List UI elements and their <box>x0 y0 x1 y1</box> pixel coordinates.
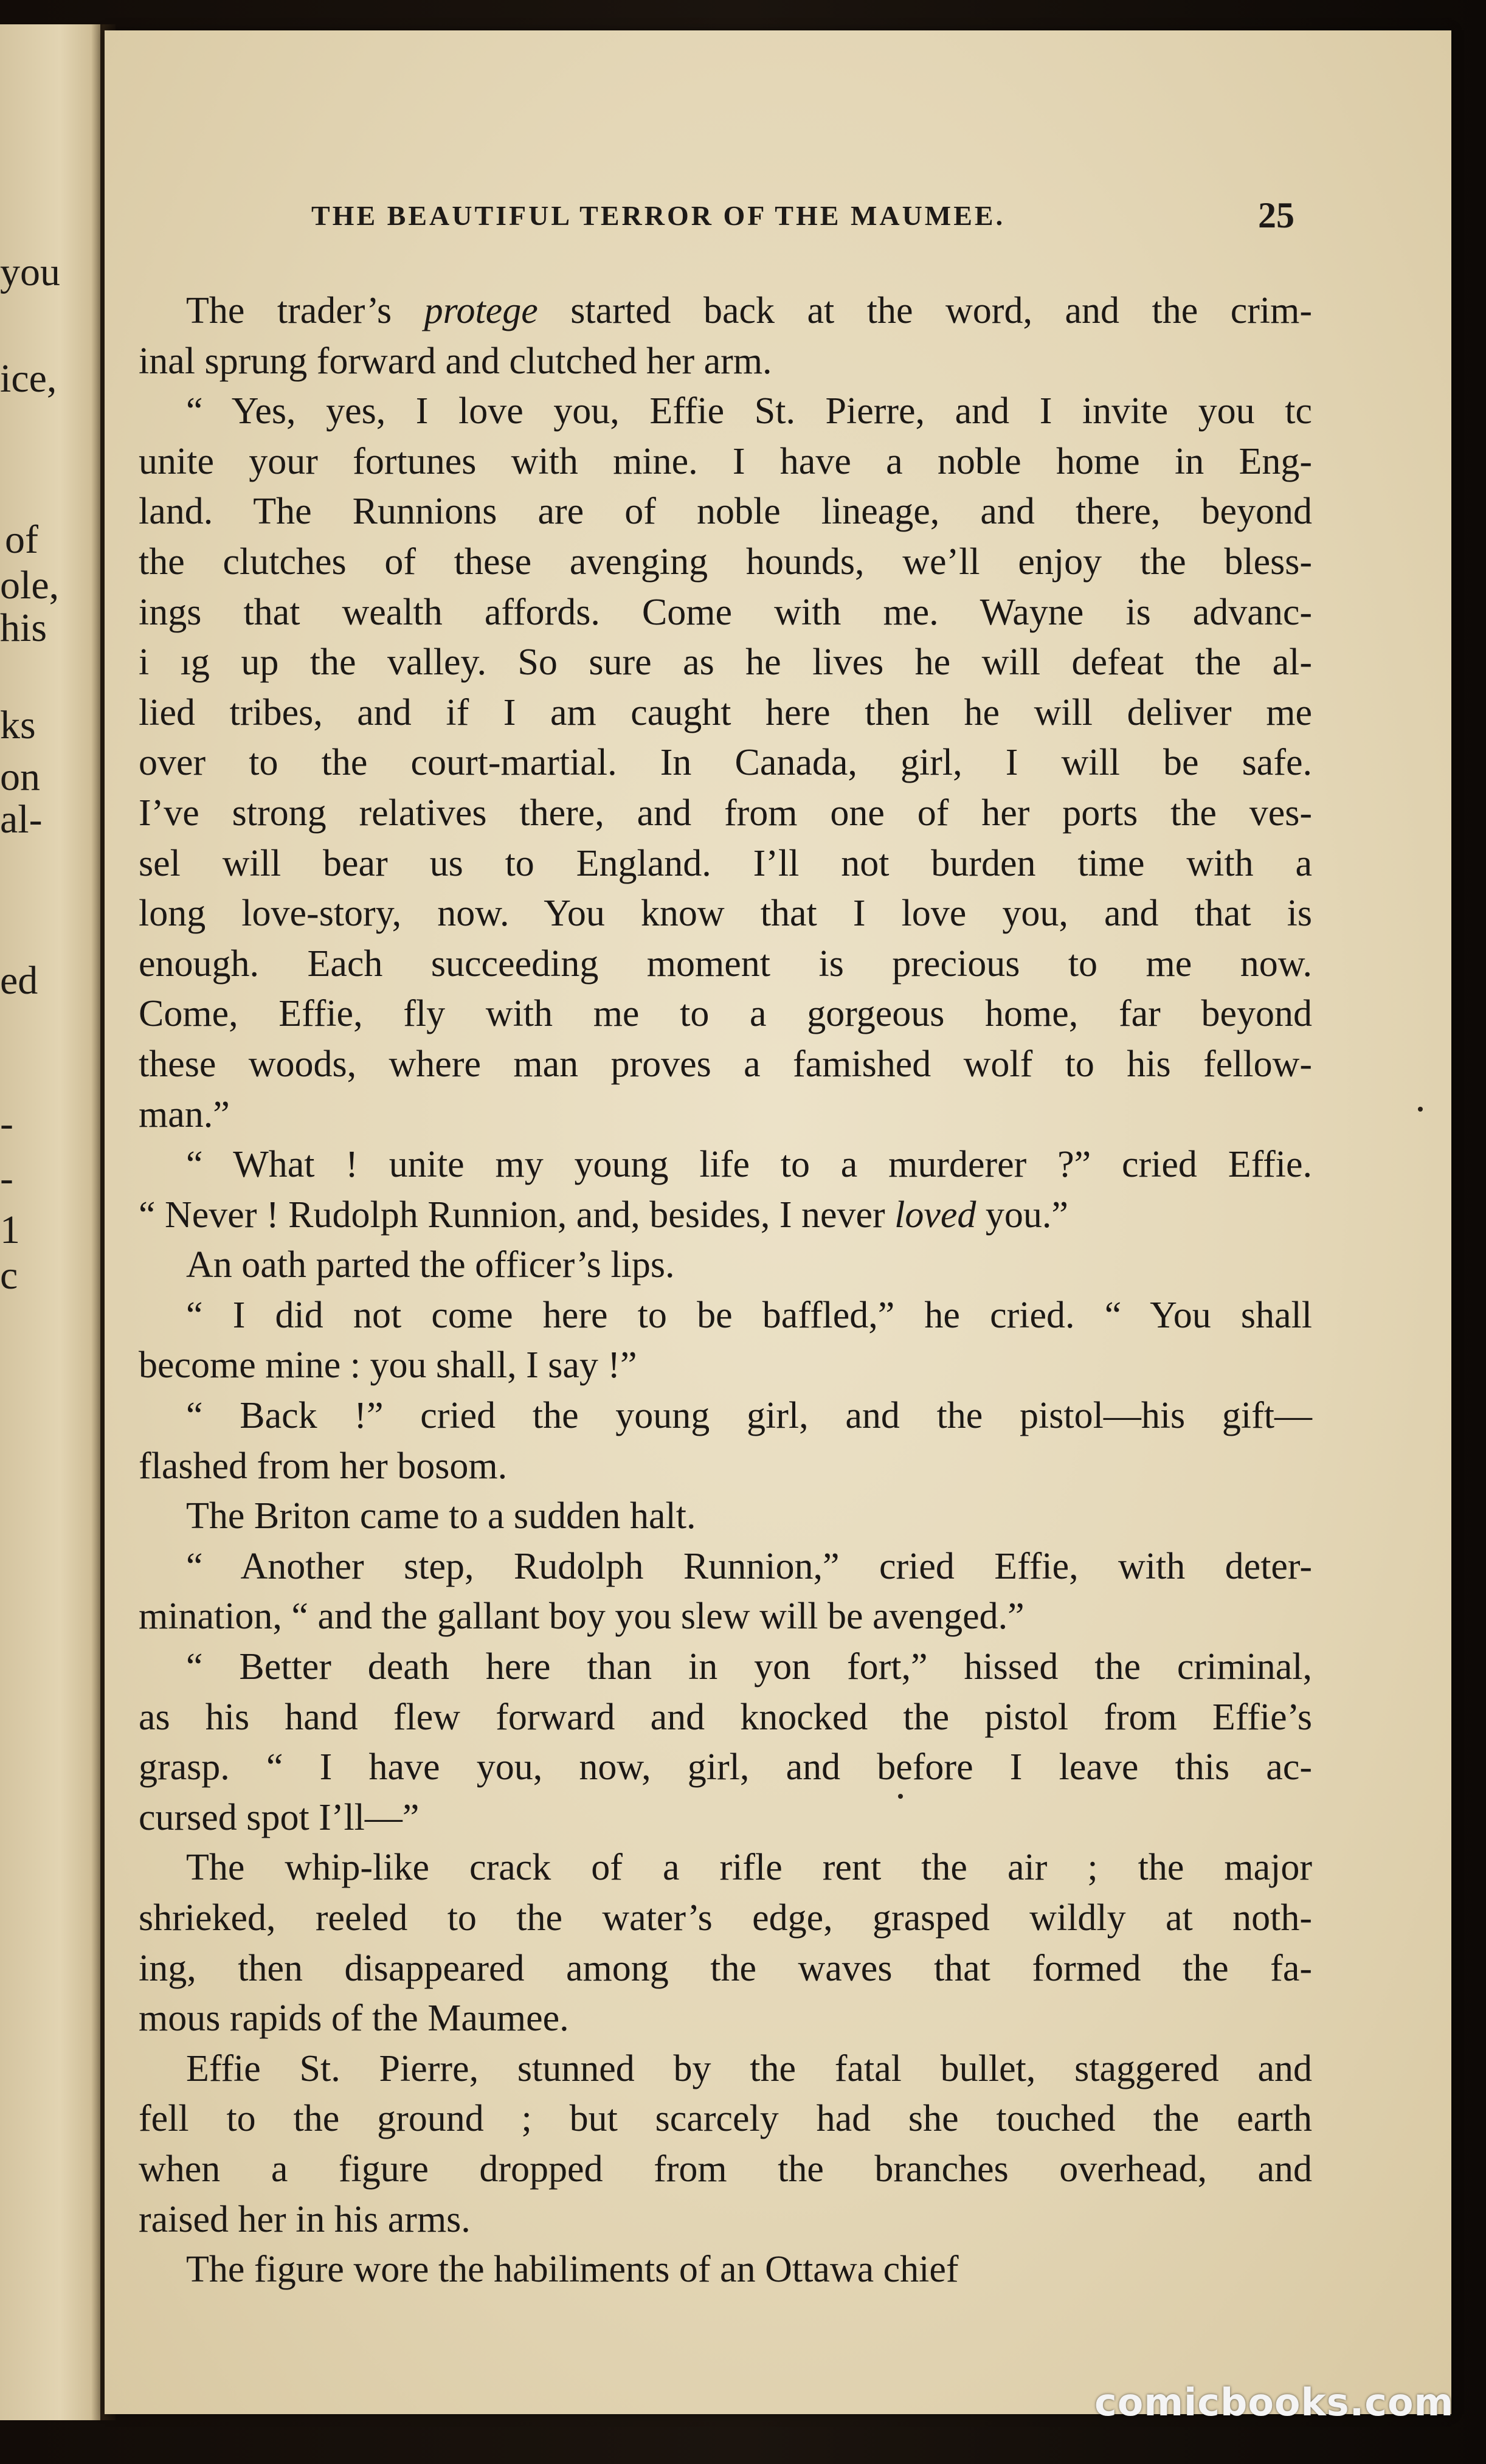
previous-page-fragment: his <box>0 606 47 650</box>
text-line: grasp. “ I have you, now, girl, and before I leave this ac- <box>139 1746 1312 1788</box>
text-line: these woods, where man proves a famished wolf to his fellow- <box>139 1043 1312 1085</box>
text-line: An oath parted the officer’s lips. <box>186 1244 675 1286</box>
text-line: mination, “ and the gallant boy you slew will be avenged.” <box>139 1596 1025 1638</box>
previous-page-edge <box>0 24 100 2420</box>
text-line: “ What ! unite my young life to a murderer ?” cried Effie. <box>186 1144 1312 1186</box>
text-line: sel will bear us to England. I’ll not burden time with a <box>139 842 1312 884</box>
body-text <box>139 286 1312 2295</box>
text-line: i ıg up the valley. So sure as he lives he will defeat the al- <box>139 642 1312 683</box>
text-line: The whip-like crack of a rifle rent the air ; the major <box>186 1847 1312 1889</box>
text-line: become mine : you shall, I say !” <box>139 1344 637 1386</box>
text-line: “ I did not come here to be baffled,” he cried. “ You shall <box>186 1294 1312 1336</box>
text-line: The figure wore the habiliments of an Ottawa chief <box>186 2249 959 2291</box>
text-line: when a figure dropped from the branches overhead, and <box>139 2148 1312 2190</box>
text-line: inal sprung forward and clutched her arm. <box>139 340 772 382</box>
previous-page-fragment: on <box>0 755 40 799</box>
text-line: long love-story, now. You know that I love you, and that is <box>139 893 1312 935</box>
previous-page-fragment: - <box>0 1156 13 1200</box>
running-title: THE BEAUTIFUL TERROR OF THE MAUMEE. <box>311 200 1006 231</box>
site-watermark: comicbooks.com <box>1094 2380 1454 2424</box>
previous-page-fragment: ole, <box>0 563 60 607</box>
text-line: “ Another step, Rudolph Runnion,” cried Effie, with deter- <box>186 1545 1312 1587</box>
text-line: ing, then disappeared among the waves that formed the fa- <box>139 1947 1312 1989</box>
text-line: enough. Each succeeding moment is precious to me now. <box>139 943 1312 985</box>
text-line: over to the court-martial. In Canada, girl, I will be safe. <box>139 742 1312 784</box>
text-line: shrieked, reeled to the water’s edge, grasped wildly at noth- <box>139 1897 1312 1939</box>
previous-page-fragment: of <box>5 517 38 562</box>
text-line: Effie St. Pierre, stunned by the fatal bullet, staggered and <box>186 2047 1312 2089</box>
previous-page-fragment: ice, <box>0 356 57 401</box>
previous-page-fragment: - <box>0 1101 13 1146</box>
text-line: “ Back !” cried the young girl, and the pistol—his gift— <box>186 1395 1312 1437</box>
text-line: flashed from her bosom. <box>139 1445 508 1487</box>
text-line: “ Never ! Rudolph Runnion, and, besides, I never loved you.” <box>139 1194 1068 1236</box>
text-line: lied tribes, and if I am caught here then he will deliver me <box>139 691 1312 733</box>
previous-page-fragment: al- <box>0 797 43 842</box>
text-line: raised her in his arms. <box>139 2198 471 2240</box>
text-line: the clutches of these avenging hounds, we’ll enjoy the bless- <box>139 541 1312 583</box>
previous-page-fragment: ed <box>0 958 38 1003</box>
previous-page-fragment: c <box>0 1253 18 1298</box>
previous-page-fragment: ks <box>0 703 36 747</box>
previous-page-fragment: 1 <box>0 1208 20 1252</box>
text-line: I’ve strong relatives there, and from one of her ports the ves- <box>139 792 1312 834</box>
running-head <box>208 195 1302 237</box>
text-line: “ Yes, yes, I love you, Effie St. Pierre, and I invite you tc <box>186 390 1312 432</box>
text-line: ings that wealth affords. Come with me. Wayne is advanc- <box>139 591 1312 633</box>
text-line: as his hand flew forward and knocked the pistol from Effie’s <box>139 1696 1312 1738</box>
text-line: The trader’s protege started back at the word, and the crim- <box>186 290 1313 331</box>
text-line: mous rapids of the Maumee. <box>139 1998 569 2040</box>
text-line: The Briton came to a sudden halt. <box>186 1495 696 1537</box>
text-line: land. The Runnions are of noble lineage, and there, beyond <box>139 491 1312 533</box>
text-line: “ Better death here than in yon fort,” hissed the criminal, <box>186 1646 1312 1688</box>
previous-page-fragment: you <box>0 250 60 294</box>
text-line: cursed spot I’ll—” <box>139 1796 420 1838</box>
text-line: man.” <box>139 1093 230 1135</box>
text-line: fell to the ground ; but scarcely had she touched the earth <box>139 2098 1312 2140</box>
ink-speck <box>1418 1107 1423 1112</box>
page-number: 25 <box>1258 195 1294 235</box>
text-line: Come, Effie, fly with me to a gorgeous home, far beyond <box>139 993 1312 1035</box>
text-line: unite your fortunes with mine. I have a noble home in Eng- <box>139 440 1312 482</box>
